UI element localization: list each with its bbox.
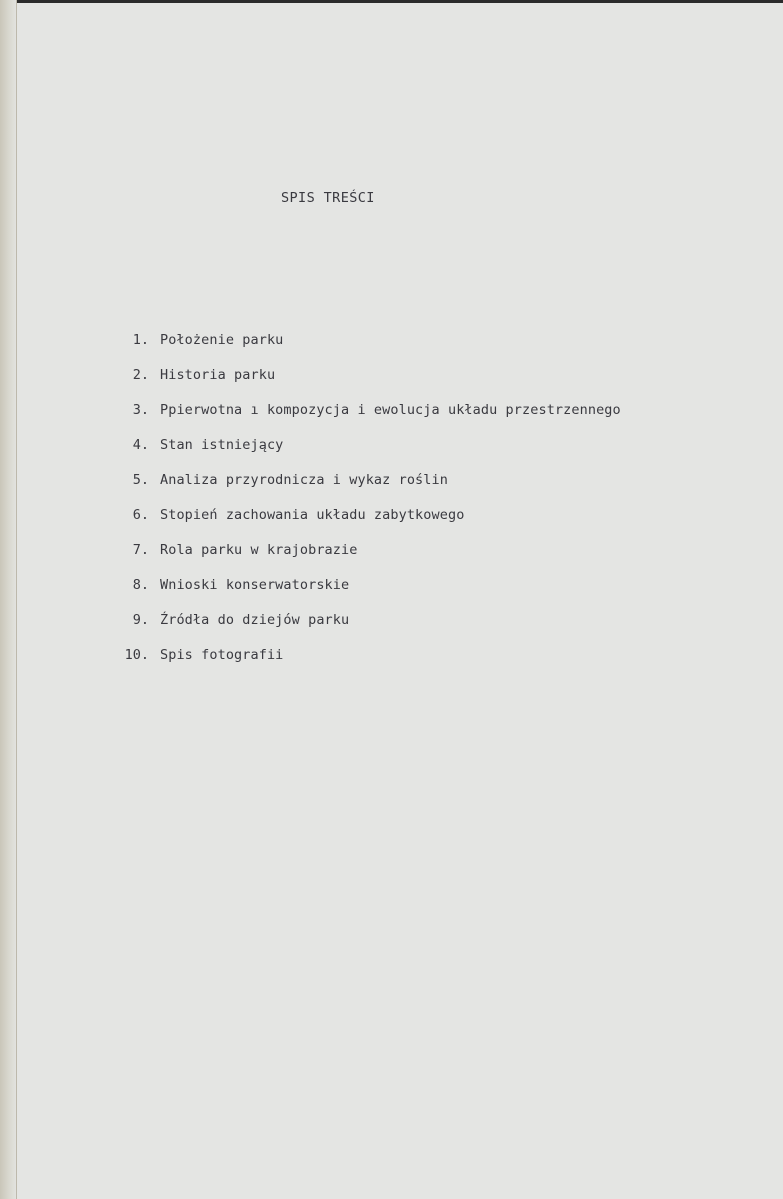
toc-entry-text: Ppierwotna ı kompozycja i ewolucja układu przestrzennego bbox=[160, 402, 621, 418]
toc-entry bbox=[0, 542, 783, 564]
toc-entry-text: Wnioski konserwatorskie bbox=[160, 577, 350, 593]
toc-entry-number: 6. bbox=[132, 507, 149, 523]
toc-entry-number: 2. bbox=[132, 367, 149, 383]
toc-entry bbox=[0, 472, 783, 494]
toc-entry-text: Stan istniejący bbox=[160, 437, 284, 453]
page-binding-edge bbox=[0, 0, 17, 1199]
toc-entry-number: 8. bbox=[132, 577, 149, 593]
toc-entry-text: Spis fotografii bbox=[160, 647, 284, 663]
toc-entry bbox=[0, 402, 783, 424]
toc-entry-text: Analiza przyrodnicza i wykaz roślin bbox=[160, 472, 448, 488]
toc-entry bbox=[0, 577, 783, 599]
toc-entry-number: 5. bbox=[132, 472, 149, 488]
toc-entry bbox=[0, 647, 783, 669]
toc-entry bbox=[0, 437, 783, 459]
toc-entry-text: Źródła do dziejów parku bbox=[160, 612, 350, 628]
toc-entry-number: 9. bbox=[132, 612, 149, 628]
toc-entry-text: Rola parku w krajobrazie bbox=[160, 542, 358, 558]
toc-entry-text: Historia parku bbox=[160, 367, 276, 383]
toc-entry bbox=[0, 507, 783, 529]
toc-entry bbox=[0, 367, 783, 389]
toc-entry-number: 7. bbox=[132, 542, 149, 558]
page-title: SPIS TREŚCI bbox=[281, 190, 375, 206]
toc-entry bbox=[0, 612, 783, 634]
toc-entry-number: 10. bbox=[124, 647, 149, 663]
toc-entry-number: 4. bbox=[132, 437, 149, 453]
toc-entry-number: 3. bbox=[132, 402, 149, 418]
toc-entry-text: Stopień zachowania układu zabytkowego bbox=[160, 507, 465, 523]
toc-entry-text: Położenie parku bbox=[160, 332, 284, 348]
toc-entry bbox=[0, 332, 783, 354]
toc-entry-number: 1. bbox=[132, 332, 149, 348]
scan-top-edge bbox=[0, 0, 783, 3]
